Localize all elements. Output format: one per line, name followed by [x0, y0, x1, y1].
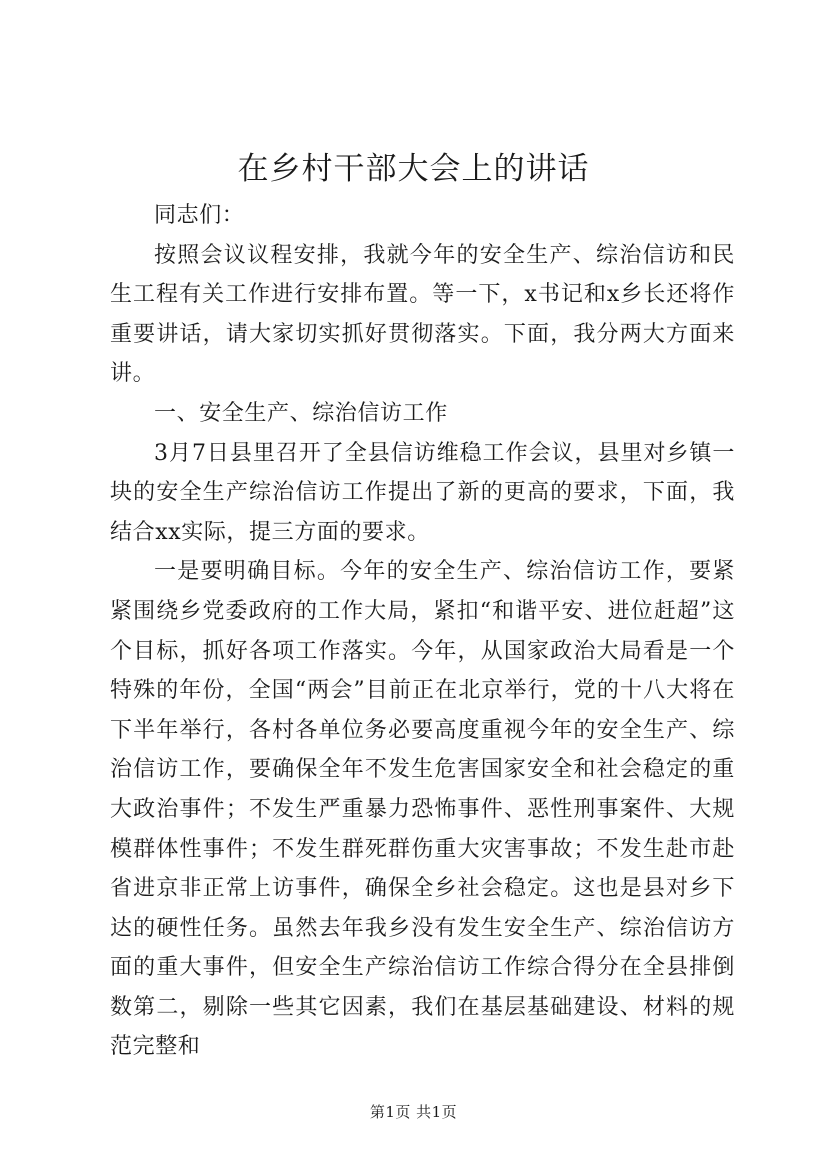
document-body: [110, 196, 735, 1067]
salutation-paragraph: 同志们：: [154, 203, 245, 228]
document-title: 在乡村干部大会上的讲话: [237, 151, 590, 187]
section-heading: 一、安全生产、综治信访工作: [154, 400, 448, 426]
goal-paragraph: 一是要明确目标。今年的安全生产、综治信访工作，要紧紧围绕乡党委政府的工作大局，紧扣“和谐平安、进位赶超”这个目标，抓好各项工作落实。今年，从国家政治大局看是一个特殊的年份，全国“两会”目前正在北京举行，党的十八大将在下半年举行，各村各单位务必要高度重视今年的安全生产、综治信访工作，要确保全年不发生危害国家安全和社会稳定的重大政治事件；不发生严重暴力恐怖事件、恶性刑事案件、大规模群体性事件；不发生群死群伤重大灾害事故；不发生赴市赴省进京非正常上访事件，确保全乡社会稳定。这也是县对乡下达的硬性任务。虽然去年我乡没有发生安全生产、综治信访方面的重大事件，但安全生产综治信访工作综合得分在全县排倒数第二，剔除一些其它因素，我们在基层基础建设、材料的规范完整和: [110, 559, 735, 1060]
meeting-paragraph: 3月7日县里召开了全县信访维稳工作会议，县里对乡镇一块的安全生产综治信访工作提出了新的更高的要求，下面，我结合xx实际，提三方面的要求。: [110, 440, 735, 545]
page-footer: 第1页 共1页: [369, 1103, 458, 1121]
intro-paragraph: 按照会议议程安排，我就今年的安全生产、综治信访和民生工程有关工作进行安排布置。等一下，x书记和x乡长还将作重要讲话，请大家切实抓好贯彻落实。下面，我分两大方面来讲。: [110, 242, 735, 387]
